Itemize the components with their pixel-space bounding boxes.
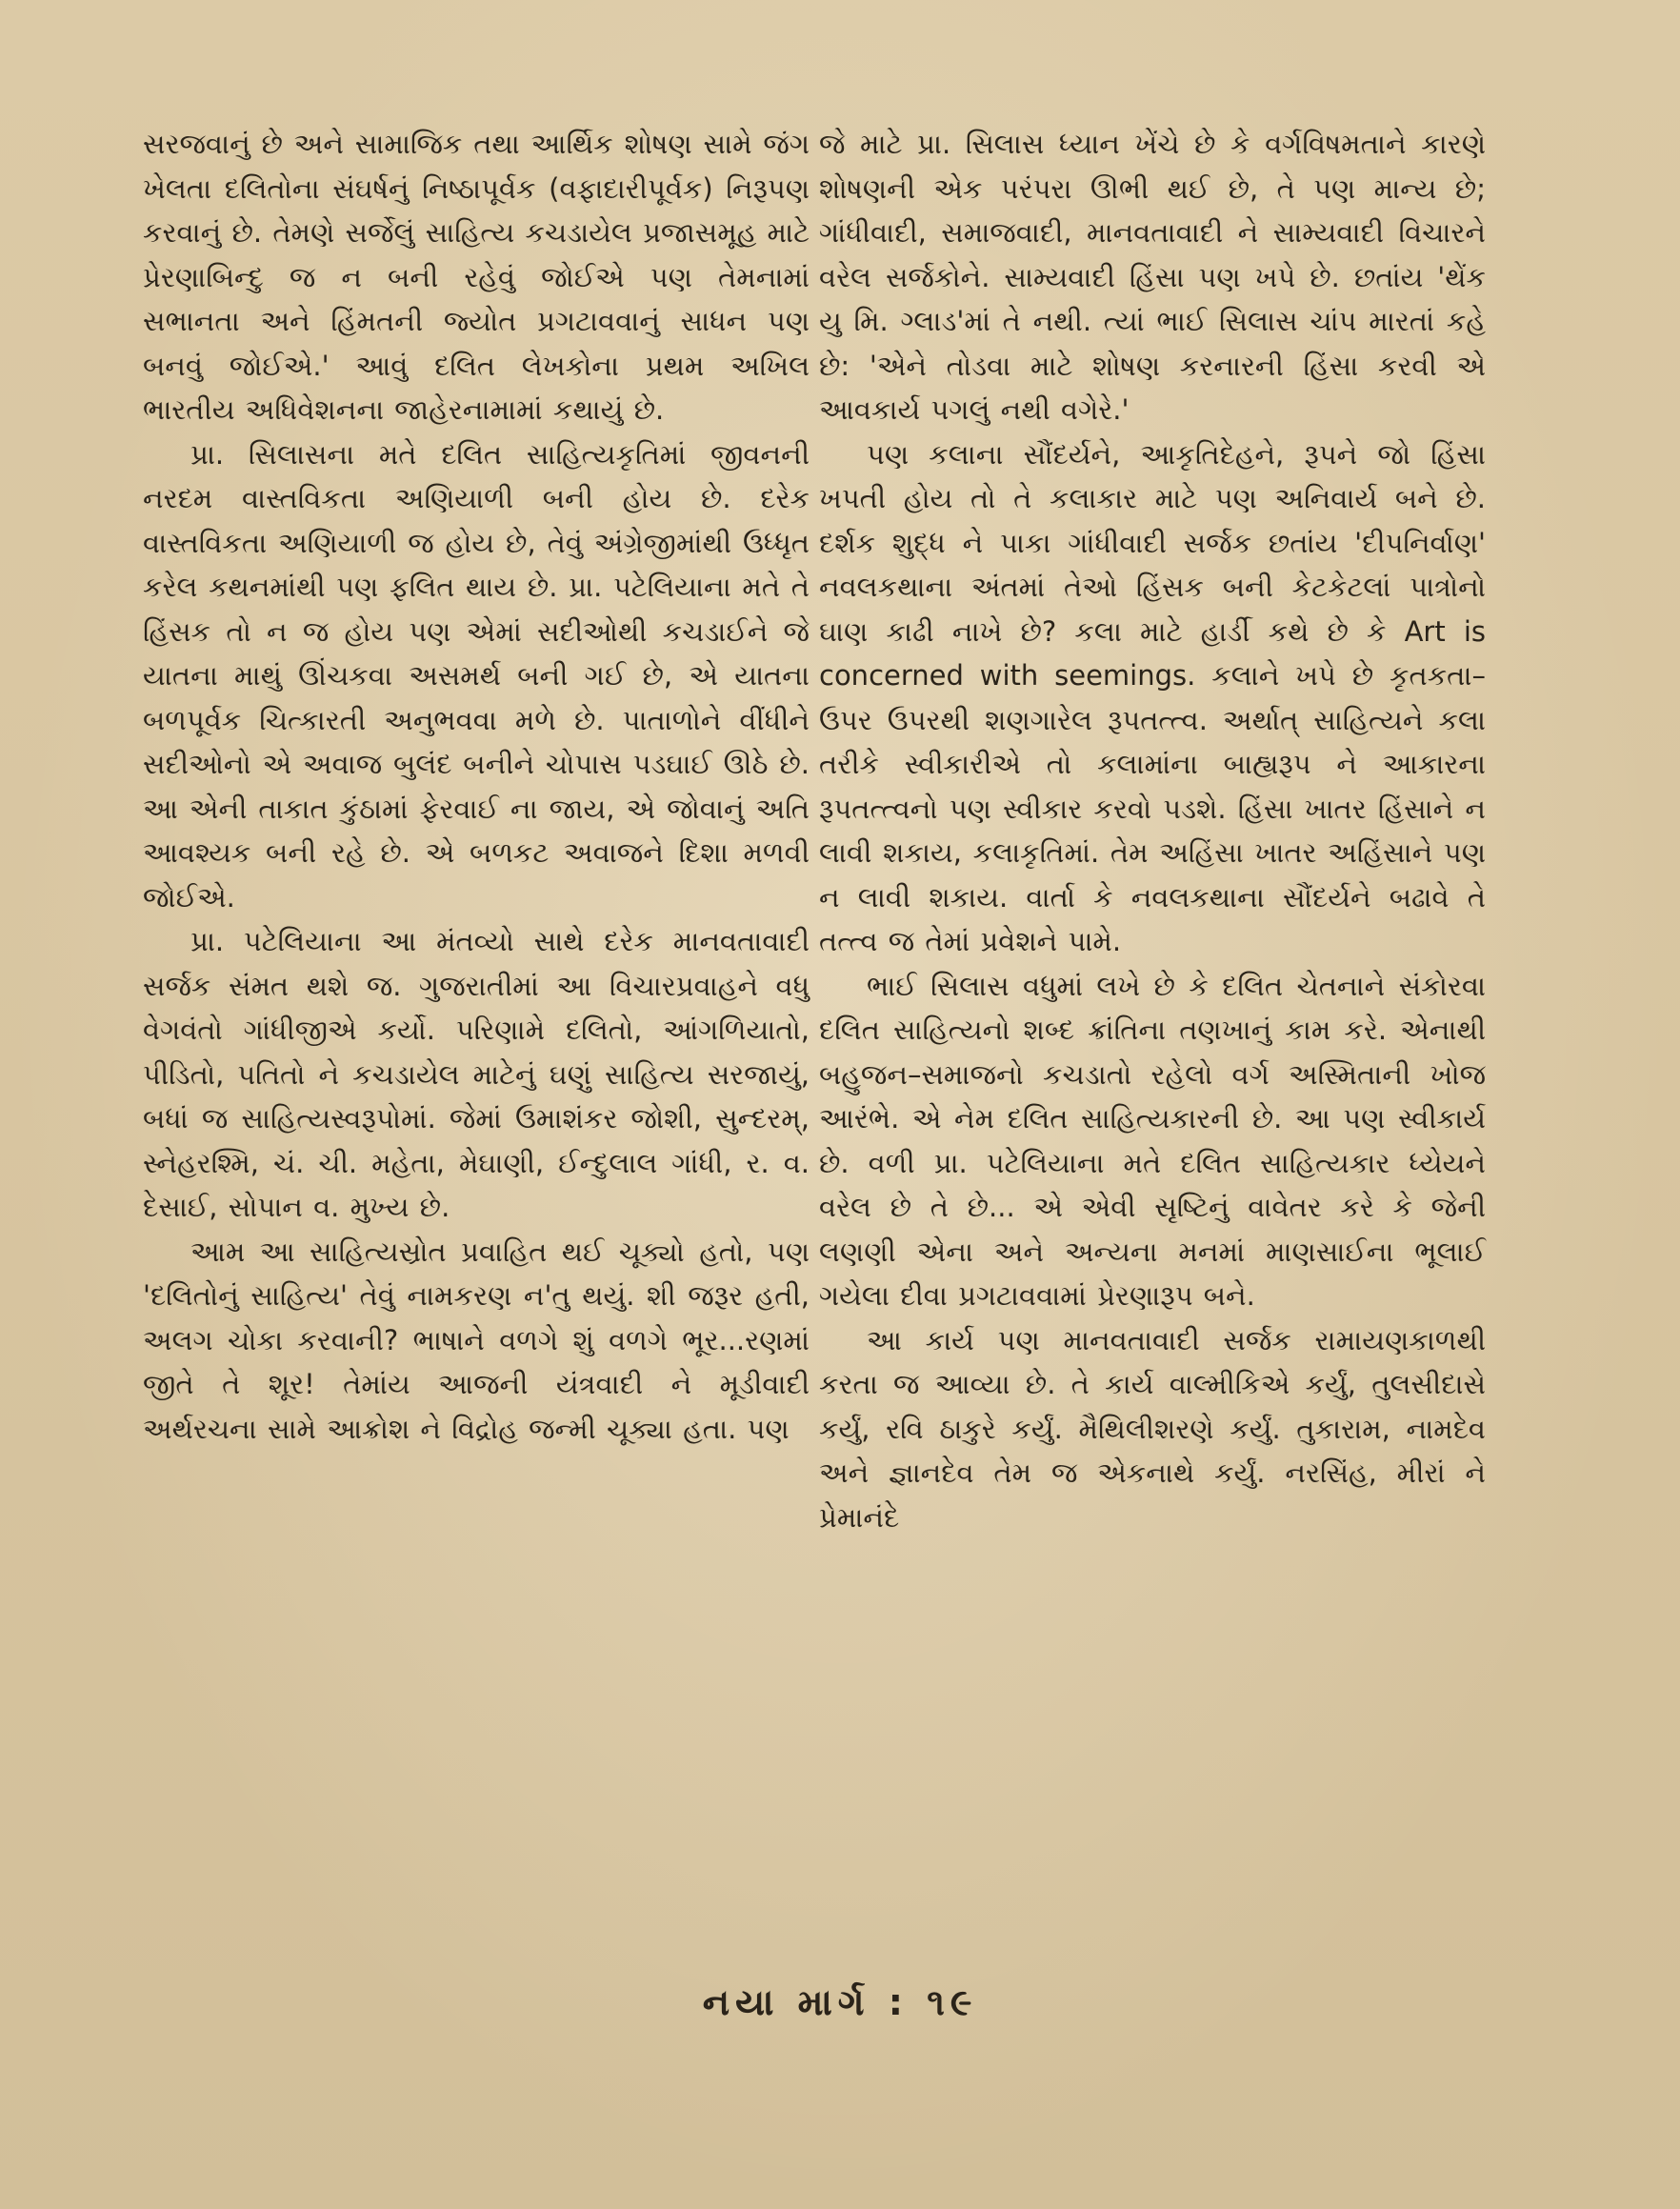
right-paragraph-2: પણ કલાના સૌંદર્યને, આકૃતિદેહને, રૂપને જો હિંસા ખપતી હોય તો તે કલાકાર માટે પણ અનિવાર્ય બને છે. દર્શક શુદ્ધ ને પાકા ગાંધીવાદી સર્જક છતાંય 'દીપનિર્વાણ' નવલકથાના અંતમાં તેઓ હિંસક બની કેટકેટલાં પાત્રોનો ઘાણ કાઢી નાખે છે? કલા માટે હાર્ડી કથે છે કે Art is concerned with seemings. કલાને ખપે છે કૃતકતા–ઉપર ઉપરથી શણગારેલ રૂપતત્ત્વ. અર્થાત્ સાહિત્યને કલા તરીકે સ્વીકારીએ તો કલામાંના બાહ્યરૂપ ને આકારના રૂપતત્ત્વનો પણ સ્વીકાર કરવો પડશે. હિંસા ખાતર હિંસાને ન લાવી શકાય, કલાકૃતિમાં. તેમ અહિંસા ખાતર અહિંસાને પણ ન લાવી શકાય. વાર્તા કે નવલકથાના સૌંદર્યને બઢાવે તે તત્ત્વ જ તેમાં પ્રવેશને પામે.	[819, 437, 1486, 957]
left-paragraph-4: આમ આ સાહિત્યસ્રોત પ્રવાહિત થઈ ચૂક્યો હતો, પણ 'દલિતોનું સાહિત્ય' તેવું નામકરણ ન'તુ થયું. શી જરૂર હતી, અલગ ચોકા કરવાની? ભાષાને વળગે શું વળગે ભૂર...રણમાં જીતે તે શૂર! તેમાંય આજની યંત્રવાદી ને મૂડીવાદી અર્થરચના સામે આક્રોશ ને વિદ્રોહ જન્મી ચૂક્યા હતા. પણ	[143, 1235, 810, 1445]
left-paragraph-1: સરજવાનું છે અને સામાજિક તથા આર્થિક શોષણ સામે જંગ ખેલતા દલિતોના સંઘર્ષનું નિષ્ઠાપૂર્વક (વફાદારીપૂર્વક) નિરૂપણ કરવાનું છે. તેમણે સર્જેલું સાહિત્ય કચડાયેલ પ્રજાસમૂહ માટે પ્રેરણાબિન્દુ જ ન બની રહેવું જોઈએ પણ તેમનામાં સભાનતા અને હિંમતની જ્યોત પ્રગટાવવાનું સાધન પણ બનવું જોઈએ.' આવું દલિત લેખકોના પ્રથમ અખિલ ભારતીય અધિવેશનના જાહેરનામામાં કથાયું છે.	[143, 128, 810, 426]
left-paragraph-2: પ્રા. સિલાસના મતે દલિત સાહિત્યકૃતિમાં જીવનની નરદમ વાસ્તવિકતા અણિયાળી બની હોય છે. દરેક વાસ્તવિકતા અણિયાળી જ હોય છે, તેવું અંગ્રેજીમાંથી ઉધ્ધૃત કરેલ કથનમાંથી પણ ફલિત થાય છે. પ્રા. પટેલિયાના મતે તે હિંસક તો ન જ હોય પણ એમાં સદીઓથી કચડાઈને જે યાતના માથું ઊંચકવા અસમર્થ બની ગઈ છે, એ યાતના બળપૂર્વક ચિત્કારતી અનુભવવા મળે છે. પાતાળોને વીંધીને સદીઓનો એ અવાજ બુલંદ બનીને ચોપાસ પડઘાઈ ઊઠે છે. આ એની તાકાત કુંઠામાં ફેરવાઈ ના જાય, એ જોવાનું અતિ આવશ્યક બની રહે છે. એ બળકટ અવાજને દિશા મળવી જોઈએ.	[143, 437, 810, 914]
right-paragraph-4: આ કાર્ય પણ માનવતાવાદી સર્જક રામાયણકાળથી કરતા જ આવ્યા છે. તે કાર્ય વાલ્મીકિએ કર્યું, તુલસીદાસે કર્યું, રવિ ઠાકુરે કર્યું. મૈથિલીશરણે કર્યું. તુકારામ, નામદેવ અને જ્ઞાનદેવ તેમ જ એકનાથે કર્યું. નરસિંહ, મીરાં ને પ્રેમાનંદે	[819, 1323, 1486, 1534]
page-footer: નયા માર્ગ : ૧૯	[702, 1981, 978, 2023]
right-paragraph-1: જે માટે પ્રા. સિલાસ ધ્યાન ખેંચે છે કે વર્ગવિષમતાને કારણે શોષણની એક પરંપરા ઊભી થઈ છે, તે પણ માન્ય છે; ગાંધીવાદી, સમાજવાદી, માનવતાવાદી ને સામ્યવાદી વિચારને વરેલ સર્જકોને. સામ્યવાદી હિંસા પણ ખપે છે. છતાંય 'થેંક યુ મિ. ગ્લાડ'માં તે નથી. ત્યાં ભાઈ સિલાસ ચાંપ મારતાં કહે છે: 'એને તોડવા માટે શોષણ કરનારની હિંસા કરવી એ આવકાર્ય પગલું નથી વગેરે.'	[819, 128, 1486, 426]
left-paragraph-3: પ્રા. પટેલિયાના આ મંતવ્યો સાથે દરેક માનવતાવાદી સર્જક સંમત થશે જ. ગુજરાતીમાં આ વિચારપ્રવાહને વધુ વેગવંતો ગાંધીજીએ કર્યો. પરિણામે દલિતો, આંગળિયાતો, પીડિતો, પતિતો ને કચડાયેલ માટેનું ઘણું સાહિત્ય સરજાયું, બધાં જ સાહિત્યસ્વરૂપોમાં. જેમાં ઉમાશંકર જોશી, સુન્દરમ્, સ્નેહરશ્મિ, ચં. ચી. મહેતા, મેઘાણી, ઈન્દુલાલ ગાંધી, ર. વ. દેસાઈ, સોપાન વ. મુખ્ય છે.	[143, 925, 810, 1223]
right-paragraph-3: ભાઈ સિલાસ વધુમાં લખે છે કે દલિત ચેતનાને સંકોરવા દલિત સાહિત્યનો શબ્દ ક્રાંતિના તણખાનું કામ કરે. એનાથી બહુજન–સમાજનો કચડાતો રહેલો વર્ગ અસ્મિતાની ખોજ આરંભે. એ નેમ દલિત સાહિત્યકારની છે. આ પણ સ્વીકાર્ય છે. વળી પ્રા. પટેલિયાના મતે દલિત સાહિત્યકાર ધ્યેયને વરેલ છે તે છે... એ એવી સૃષ્ટિનું વાવેતર કરે કે જેની લણણી એના અને અન્યના મનમાં માણસાઈના ભૂલાઈ ગયેલા દીવા પ્રગટાવવામાં પ્રેરણારૂપ બને.	[819, 969, 1486, 1312]
left-column	[143, 122, 810, 1451]
right-column	[819, 122, 1486, 1539]
